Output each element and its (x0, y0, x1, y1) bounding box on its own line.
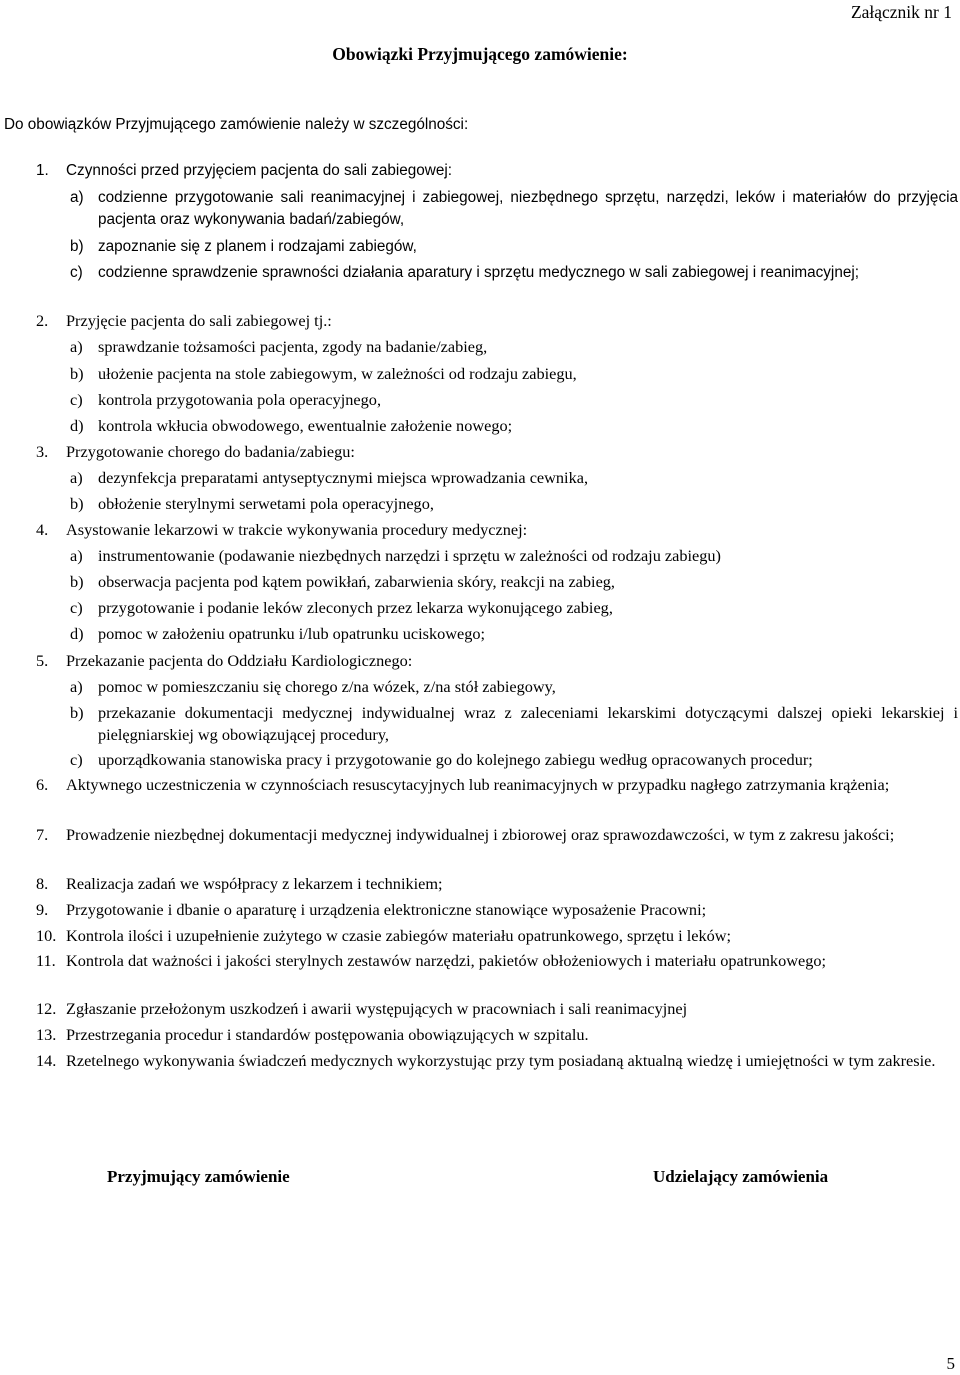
sub-item-3a (70, 467, 958, 489)
list-item-13 (36, 1024, 958, 1046)
item-text: Zgłaszanie przełożonym uszkodzeń i awarii występujących w pracowniach i sali reanimacyjnej (66, 999, 688, 1018)
sub-item-letter: c) (70, 264, 83, 281)
item-text: Rzetelnego wykonywania świadczeń medycznych wykorzystując przy tym posiadaną aktualną wiedzę i umiejętności w tym zakresie. (66, 1051, 936, 1070)
list-item-5 (36, 650, 958, 672)
sub-item-letter: b) (70, 238, 84, 255)
sub-item-text: przekazanie dokumentacji medycznej indywidualnej wraz z zaleceniami lekarskimi dotyczącymi dalszej opieki lekarskiej i pielęgniarskiej wg obowiązującej procedury, (98, 703, 958, 744)
item-number: 9. (36, 900, 49, 919)
sub-item-letter: a) (70, 546, 83, 565)
item-text: Kontrola ilości i uzupełnienie zużytego w czasie zabiegów materiału opatrunkowego, sprzętu i leków; (66, 926, 732, 945)
item-text: Aktywnego uczestniczenia w czynnościach resuscytacyjnych lub reanimacyjnych w przypadku nagłego zatrzymania krążenia; (66, 775, 890, 794)
sub-item-5b (70, 702, 958, 746)
list-item-10 (36, 925, 958, 947)
list-item-4 (36, 519, 958, 541)
sub-item-5c (70, 749, 958, 771)
item-number: 10. (36, 926, 57, 945)
item-number: 8. (36, 874, 49, 893)
attachment-label: Załącznik nr 1 (850, 2, 952, 22)
sub-item-letter: a) (70, 677, 83, 696)
item-number: 2. (36, 311, 49, 330)
sub-item-3b (70, 493, 958, 515)
sub-item-text: obserwacja pacjenta pod kątem powikłań, zabarwienia skóry, reakcji na zabieg, (98, 572, 616, 591)
list-item-2 (36, 310, 958, 332)
intro-text: Do obowiązków Przyjmującego zamówienie należy w szczególności: (4, 116, 469, 133)
sub-item-letter: c) (70, 598, 83, 617)
sub-item-text: zapoznanie się z planem i rodzajami zabiegów, (98, 238, 417, 255)
sub-item-4a (70, 545, 958, 567)
sub-item-2b (70, 363, 958, 385)
item-text: Kontrola dat ważności i jakości sterylnych zestawów narzędzi, pakietów obłożeniowych i materiału opatrunkowego; (66, 951, 826, 970)
sub-item-text: codzienne sprawdzenie sprawności działania aparatury i sprzętu medycznego w sali zabiegowej i reanimacyjnej; (98, 264, 859, 281)
item-number: 7. (36, 825, 49, 844)
item-text: Prowadzenie niezbędnej dokumentacji medycznej indywidualnej i zbiorowej oraz sprawozdawczości, w tym z zakresu jakości; (66, 825, 895, 844)
sub-item-text: ułożenie pacjenta na stole zabiegowym, w zależności od rodzaju zabiegu, (98, 364, 577, 383)
item-text: Przekazanie pacjenta do Oddziału Kardiologicznego: (66, 651, 413, 670)
sub-item-1a (70, 187, 958, 231)
item-text: Realizacja zadań we współpracy z lekarzem i technikiem; (66, 874, 443, 893)
sub-item-letter: a) (70, 189, 84, 206)
list-item-9 (36, 899, 958, 921)
item-number: 14. (36, 1051, 57, 1070)
sub-item-letter: a) (70, 468, 83, 487)
item-number: 3. (36, 442, 49, 461)
sub-item-text: codzienne przygotowanie sali reanimacyjnej i zabiegowej, niezbędnego sprzętu, narzędzi, leków i materiałów do przyjęcia pacjenta oraz wykonywania badań/zabiegów, (98, 189, 958, 228)
signature-label-client: Udzielający zamówienia (653, 1167, 829, 1186)
sub-item-1c (70, 262, 958, 284)
sub-item-2c (70, 389, 958, 411)
sub-item-letter: d) (70, 624, 84, 643)
sub-item-letter: c) (70, 750, 83, 769)
sub-item-letter: d) (70, 416, 84, 435)
item-text: Przygotowanie chorego do badania/zabiegu: (66, 442, 355, 461)
document-title: Obowiązki Przyjmującego zamówienie: (332, 44, 628, 64)
sub-item-4d (70, 623, 958, 645)
sub-item-letter: b) (70, 703, 84, 722)
list-item-14 (36, 1050, 958, 1072)
list-item-12 (36, 998, 958, 1020)
list-item-6 (36, 774, 958, 796)
sub-item-5a (70, 676, 958, 698)
item-text: Przygotowanie i dbanie o aparaturę i urządzenia elektroniczne stanowiące wyposażenie Pracowni; (66, 900, 707, 919)
item-number: 13. (36, 1025, 57, 1044)
sub-item-2d (70, 415, 958, 437)
item-number: 4. (36, 520, 49, 539)
item-text: Przyjęcie pacjenta do sali zabiegowej tj.: (66, 311, 332, 330)
item-number: 1. (36, 162, 49, 179)
sub-item-letter: b) (70, 364, 84, 383)
sub-item-text: obłożenie sterylnymi serwetami pola operacyjnego, (98, 494, 434, 513)
sub-item-text: sprawdzanie tożsamości pacjenta, zgody na badanie/zabieg, (98, 337, 488, 356)
list-item-11 (36, 950, 958, 972)
item-text: Asystowanie lekarzowi w trakcie wykonywania procedury medycznej: (66, 520, 528, 539)
signature-label-contractor: Przyjmujący zamówienie (107, 1167, 290, 1186)
list-item-8 (36, 873, 958, 895)
sub-item-letter: c) (70, 390, 83, 409)
sub-item-text: instrumentowanie (podawanie niezbędnych narzędzi i sprzętu w zależności od rodzaju zabiegu) (98, 546, 721, 565)
sub-item-1b (70, 236, 958, 258)
sub-item-text: pomoc w założeniu opatrunku i/lub opatrunku uciskowego; (98, 624, 486, 643)
item-text: Czynności przed przyjęciem pacjenta do sali zabiegowej: (66, 162, 453, 179)
item-text: Przestrzegania procedur i standardów postępowania obowiązujących w szpitalu. (66, 1025, 589, 1044)
sub-item-text: przygotowanie i podanie leków zleconych przez lekarza wykonującego zabieg, (98, 598, 613, 617)
item-number: 6. (36, 775, 49, 794)
item-number: 12. (36, 999, 57, 1018)
list-item-1 (36, 160, 958, 182)
sub-item-4c (70, 597, 958, 619)
sub-item-letter: b) (70, 494, 84, 513)
list-item-3 (36, 441, 958, 463)
sub-item-letter: b) (70, 572, 84, 591)
sub-item-text: pomoc w pomieszczaniu się chorego z/na wózek, z/na stół zabiegowy, (98, 677, 556, 696)
item-number: 11. (36, 951, 56, 970)
sub-item-2a (70, 336, 958, 358)
sub-item-4b (70, 571, 958, 593)
list-item-7 (36, 824, 958, 846)
page-number: 5 (946, 1354, 955, 1373)
sub-item-text: kontrola przygotowania pola operacyjnego, (98, 390, 382, 409)
item-number: 5. (36, 651, 49, 670)
sub-item-text: uporządkowania stanowiska pracy i przygotowanie go do kolejnego zabiegu według opracowanych procedur; (98, 750, 813, 769)
sub-item-text: kontrola wkłucia obwodowego, ewentualnie założenie nowego; (98, 416, 513, 435)
sub-item-text: dezynfekcja preparatami antyseptycznymi miejsca wprowadzania cewnika, (98, 468, 589, 487)
sub-item-letter: a) (70, 337, 83, 356)
